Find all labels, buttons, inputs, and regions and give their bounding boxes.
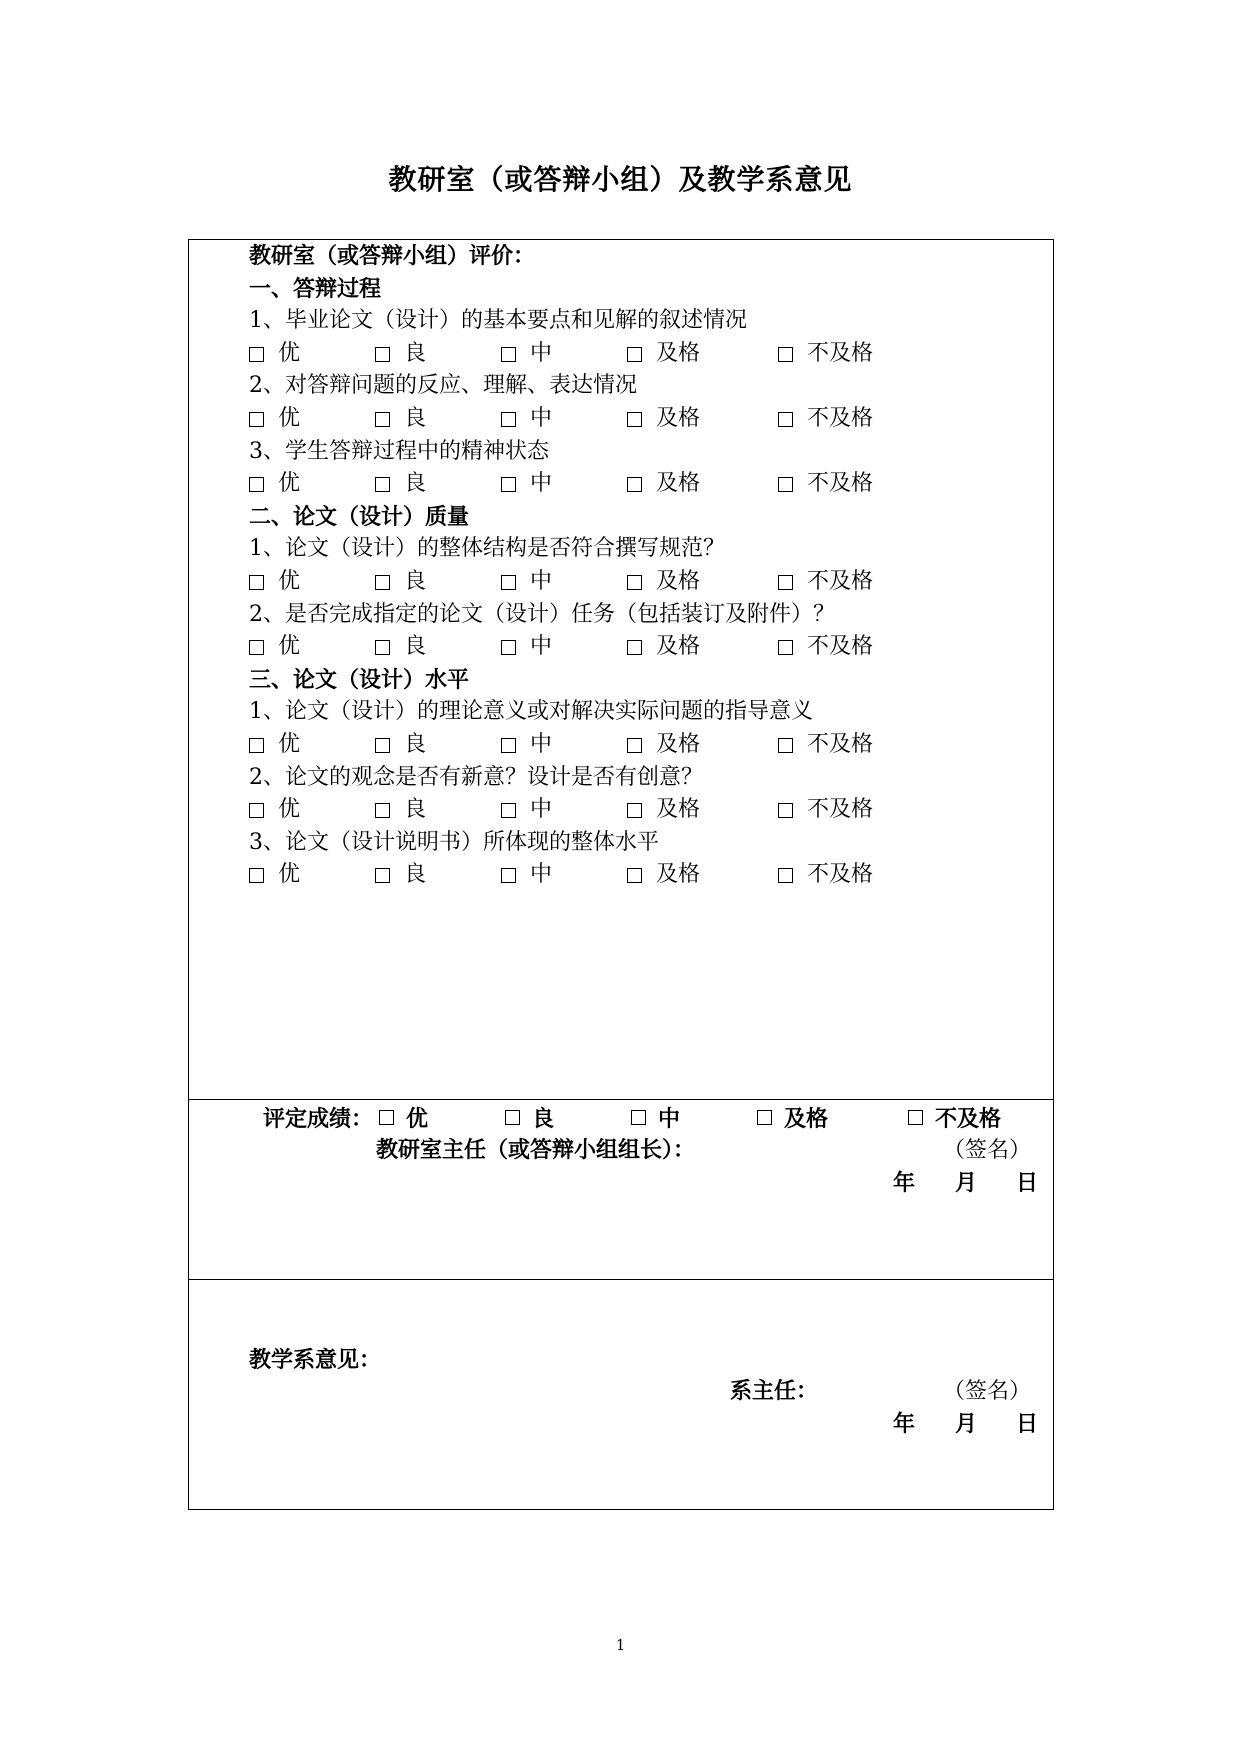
criterion-text: 1、论文（设计）的整体结构是否符合撰写规范？ bbox=[249, 536, 725, 562]
date-month: 月 bbox=[955, 1170, 978, 1196]
grade-option[interactable]: 中 bbox=[631, 1102, 757, 1133]
rating-option[interactable]: 不及格 bbox=[778, 729, 873, 762]
rating-option[interactable]: 不及格 bbox=[778, 631, 873, 664]
checkbox[interactable] bbox=[375, 575, 390, 590]
rating-option[interactable]: 中 bbox=[501, 468, 627, 501]
rating-option[interactable]: 及格 bbox=[627, 338, 778, 371]
section-title: 一、答辩过程 bbox=[249, 275, 382, 302]
section-divider bbox=[189, 1099, 1053, 1100]
rating-option[interactable]: 优 bbox=[249, 403, 375, 436]
checkbox[interactable] bbox=[249, 477, 264, 492]
section-divider bbox=[189, 1279, 1053, 1280]
checkbox[interactable] bbox=[757, 1110, 772, 1125]
checkbox[interactable] bbox=[375, 640, 390, 655]
criterion-text: 2、对答辩问题的反应、理解、表达情况 bbox=[249, 373, 637, 399]
section-title: 二、论文（设计）质量 bbox=[249, 503, 470, 530]
checkbox[interactable] bbox=[908, 1110, 923, 1125]
department-head-label: 系主任： bbox=[730, 1378, 819, 1404]
rating-options bbox=[249, 631, 1029, 664]
checkbox[interactable] bbox=[501, 575, 516, 590]
checkbox[interactable] bbox=[379, 1110, 394, 1125]
department-opinion-label: 教学系意见： bbox=[249, 1347, 382, 1373]
criterion-text: 1、论文（设计）的理论意义或对解决实际问题的指导意义 bbox=[249, 699, 813, 725]
checkbox[interactable] bbox=[778, 347, 793, 362]
rating-option[interactable]: 优 bbox=[249, 859, 375, 892]
checkbox[interactable] bbox=[631, 1110, 646, 1125]
rating-option[interactable]: 及格 bbox=[627, 566, 778, 599]
checkbox[interactable] bbox=[778, 868, 793, 883]
rating-option[interactable]: 不及格 bbox=[778, 468, 873, 501]
rating-option[interactable]: 良 bbox=[375, 566, 501, 599]
rating-option[interactable]: 不及格 bbox=[778, 794, 873, 827]
checkbox[interactable] bbox=[627, 575, 642, 590]
checkbox[interactable] bbox=[249, 640, 264, 655]
checkbox[interactable] bbox=[778, 477, 793, 492]
rating-option[interactable]: 不及格 bbox=[778, 338, 873, 371]
rating-option[interactable]: 良 bbox=[375, 631, 501, 664]
rating-option[interactable]: 中 bbox=[501, 338, 627, 371]
checkbox[interactable] bbox=[501, 868, 516, 883]
checkbox[interactable] bbox=[249, 738, 264, 753]
checkbox[interactable] bbox=[778, 575, 793, 590]
rating-options bbox=[249, 338, 1029, 371]
rating-option[interactable]: 中 bbox=[501, 403, 627, 436]
rating-option[interactable]: 良 bbox=[375, 794, 501, 827]
checkbox[interactable] bbox=[249, 412, 264, 427]
rating-option[interactable]: 及格 bbox=[627, 859, 778, 892]
rating-option[interactable]: 中 bbox=[501, 859, 627, 892]
grade-option[interactable]: 良 bbox=[505, 1102, 631, 1133]
rating-options bbox=[249, 729, 1029, 762]
checkbox[interactable] bbox=[627, 868, 642, 883]
grade-option[interactable]: 优 bbox=[379, 1102, 505, 1133]
rating-option[interactable]: 中 bbox=[501, 794, 627, 827]
criterion-text: 2、论文的观念是否有新意？设计是否有创意？ bbox=[249, 764, 703, 790]
rating-option[interactable]: 不及格 bbox=[778, 859, 873, 892]
checkbox[interactable] bbox=[249, 803, 264, 818]
checkbox[interactable] bbox=[627, 412, 642, 427]
rating-option[interactable]: 中 bbox=[501, 566, 627, 599]
checkbox[interactable] bbox=[375, 868, 390, 883]
checkbox[interactable] bbox=[501, 738, 516, 753]
checkbox[interactable] bbox=[501, 640, 516, 655]
checkbox[interactable] bbox=[627, 640, 642, 655]
rating-option[interactable]: 优 bbox=[249, 794, 375, 827]
signature-label: （签名） bbox=[943, 1379, 1032, 1404]
checkbox[interactable] bbox=[375, 803, 390, 818]
checkbox[interactable] bbox=[627, 347, 642, 362]
checkbox[interactable] bbox=[375, 347, 390, 362]
rating-option[interactable]: 优 bbox=[249, 566, 375, 599]
date-year: 年 bbox=[893, 1411, 916, 1437]
rating-option[interactable]: 优 bbox=[249, 729, 375, 762]
rating-option[interactable]: 及格 bbox=[627, 631, 778, 664]
rating-option[interactable]: 良 bbox=[375, 729, 501, 762]
grade-option[interactable]: 及格 bbox=[757, 1102, 908, 1133]
rating-option[interactable]: 及格 bbox=[627, 729, 778, 762]
rating-options bbox=[249, 794, 1029, 827]
rating-option[interactable]: 良 bbox=[375, 338, 501, 371]
rating-option[interactable]: 中 bbox=[501, 729, 627, 762]
criterion-text: 3、学生答辩过程中的精神状态 bbox=[249, 438, 549, 464]
checkbox[interactable] bbox=[778, 803, 793, 818]
rating-option[interactable]: 中 bbox=[501, 631, 627, 664]
date-day: 日 bbox=[1016, 1170, 1039, 1196]
checkbox[interactable] bbox=[778, 640, 793, 655]
checkbox[interactable] bbox=[501, 477, 516, 492]
rating-option[interactable]: 优 bbox=[249, 338, 375, 371]
section-title: 三、论文（设计）水平 bbox=[249, 666, 470, 693]
page-number: 1 bbox=[615, 1636, 626, 1654]
checkbox[interactable] bbox=[501, 412, 516, 427]
checkbox[interactable] bbox=[627, 738, 642, 753]
rating-option[interactable]: 优 bbox=[249, 468, 375, 501]
rating-option[interactable]: 优 bbox=[249, 631, 375, 664]
checkbox[interactable] bbox=[505, 1110, 520, 1125]
opinion-form bbox=[188, 239, 1054, 1510]
rating-option[interactable]: 不及格 bbox=[778, 566, 873, 599]
checkbox[interactable] bbox=[627, 477, 642, 492]
checkbox[interactable] bbox=[627, 803, 642, 818]
rating-option[interactable]: 及格 bbox=[627, 468, 778, 501]
checkbox[interactable] bbox=[778, 412, 793, 427]
checkbox[interactable] bbox=[375, 477, 390, 492]
rating-options bbox=[249, 403, 1029, 436]
rating-option[interactable]: 及格 bbox=[627, 794, 778, 827]
date-year: 年 bbox=[893, 1170, 916, 1196]
rating-option[interactable]: 良 bbox=[375, 859, 501, 892]
rating-options bbox=[249, 566, 1029, 599]
checkbox[interactable] bbox=[249, 575, 264, 590]
checkbox[interactable] bbox=[249, 347, 264, 362]
checkbox[interactable] bbox=[375, 412, 390, 427]
evaluation-section bbox=[249, 240, 1029, 892]
signature-label: （签名） bbox=[943, 1138, 1032, 1163]
checkbox[interactable] bbox=[249, 868, 264, 883]
director-label: 教研室主任（或答辩小组组长）： bbox=[376, 1137, 696, 1163]
evaluation-heading: 教研室（或答辩小组）评价： bbox=[249, 243, 536, 269]
rating-options bbox=[249, 468, 1029, 501]
checkbox[interactable] bbox=[501, 347, 516, 362]
criterion-text: 1、毕业论文（设计）的基本要点和见解的叙述情况 bbox=[249, 308, 747, 334]
rating-option[interactable]: 良 bbox=[375, 403, 501, 436]
grade-option[interactable]: 不及格 bbox=[908, 1102, 1001, 1133]
rating-options bbox=[249, 859, 1029, 892]
rating-option[interactable]: 不及格 bbox=[778, 403, 873, 436]
date-month: 月 bbox=[955, 1411, 978, 1437]
final-grade-row bbox=[263, 1102, 1001, 1133]
criterion-text: 3、论文（设计说明书）所体现的整体水平 bbox=[249, 829, 659, 855]
rating-option[interactable]: 及格 bbox=[627, 403, 778, 436]
checkbox[interactable] bbox=[501, 803, 516, 818]
checkbox[interactable] bbox=[375, 738, 390, 753]
final-grade-label: 评定成绩： bbox=[263, 1106, 374, 1132]
checkbox[interactable] bbox=[778, 738, 793, 753]
rating-option[interactable]: 良 bbox=[375, 468, 501, 501]
page-title: 教研室（或答辩小组）及教学系意见 bbox=[388, 163, 853, 196]
date-day: 日 bbox=[1016, 1411, 1039, 1437]
criterion-text: 2、是否完成指定的论文（设计）任务（包括装订及附件）？ bbox=[249, 601, 835, 627]
